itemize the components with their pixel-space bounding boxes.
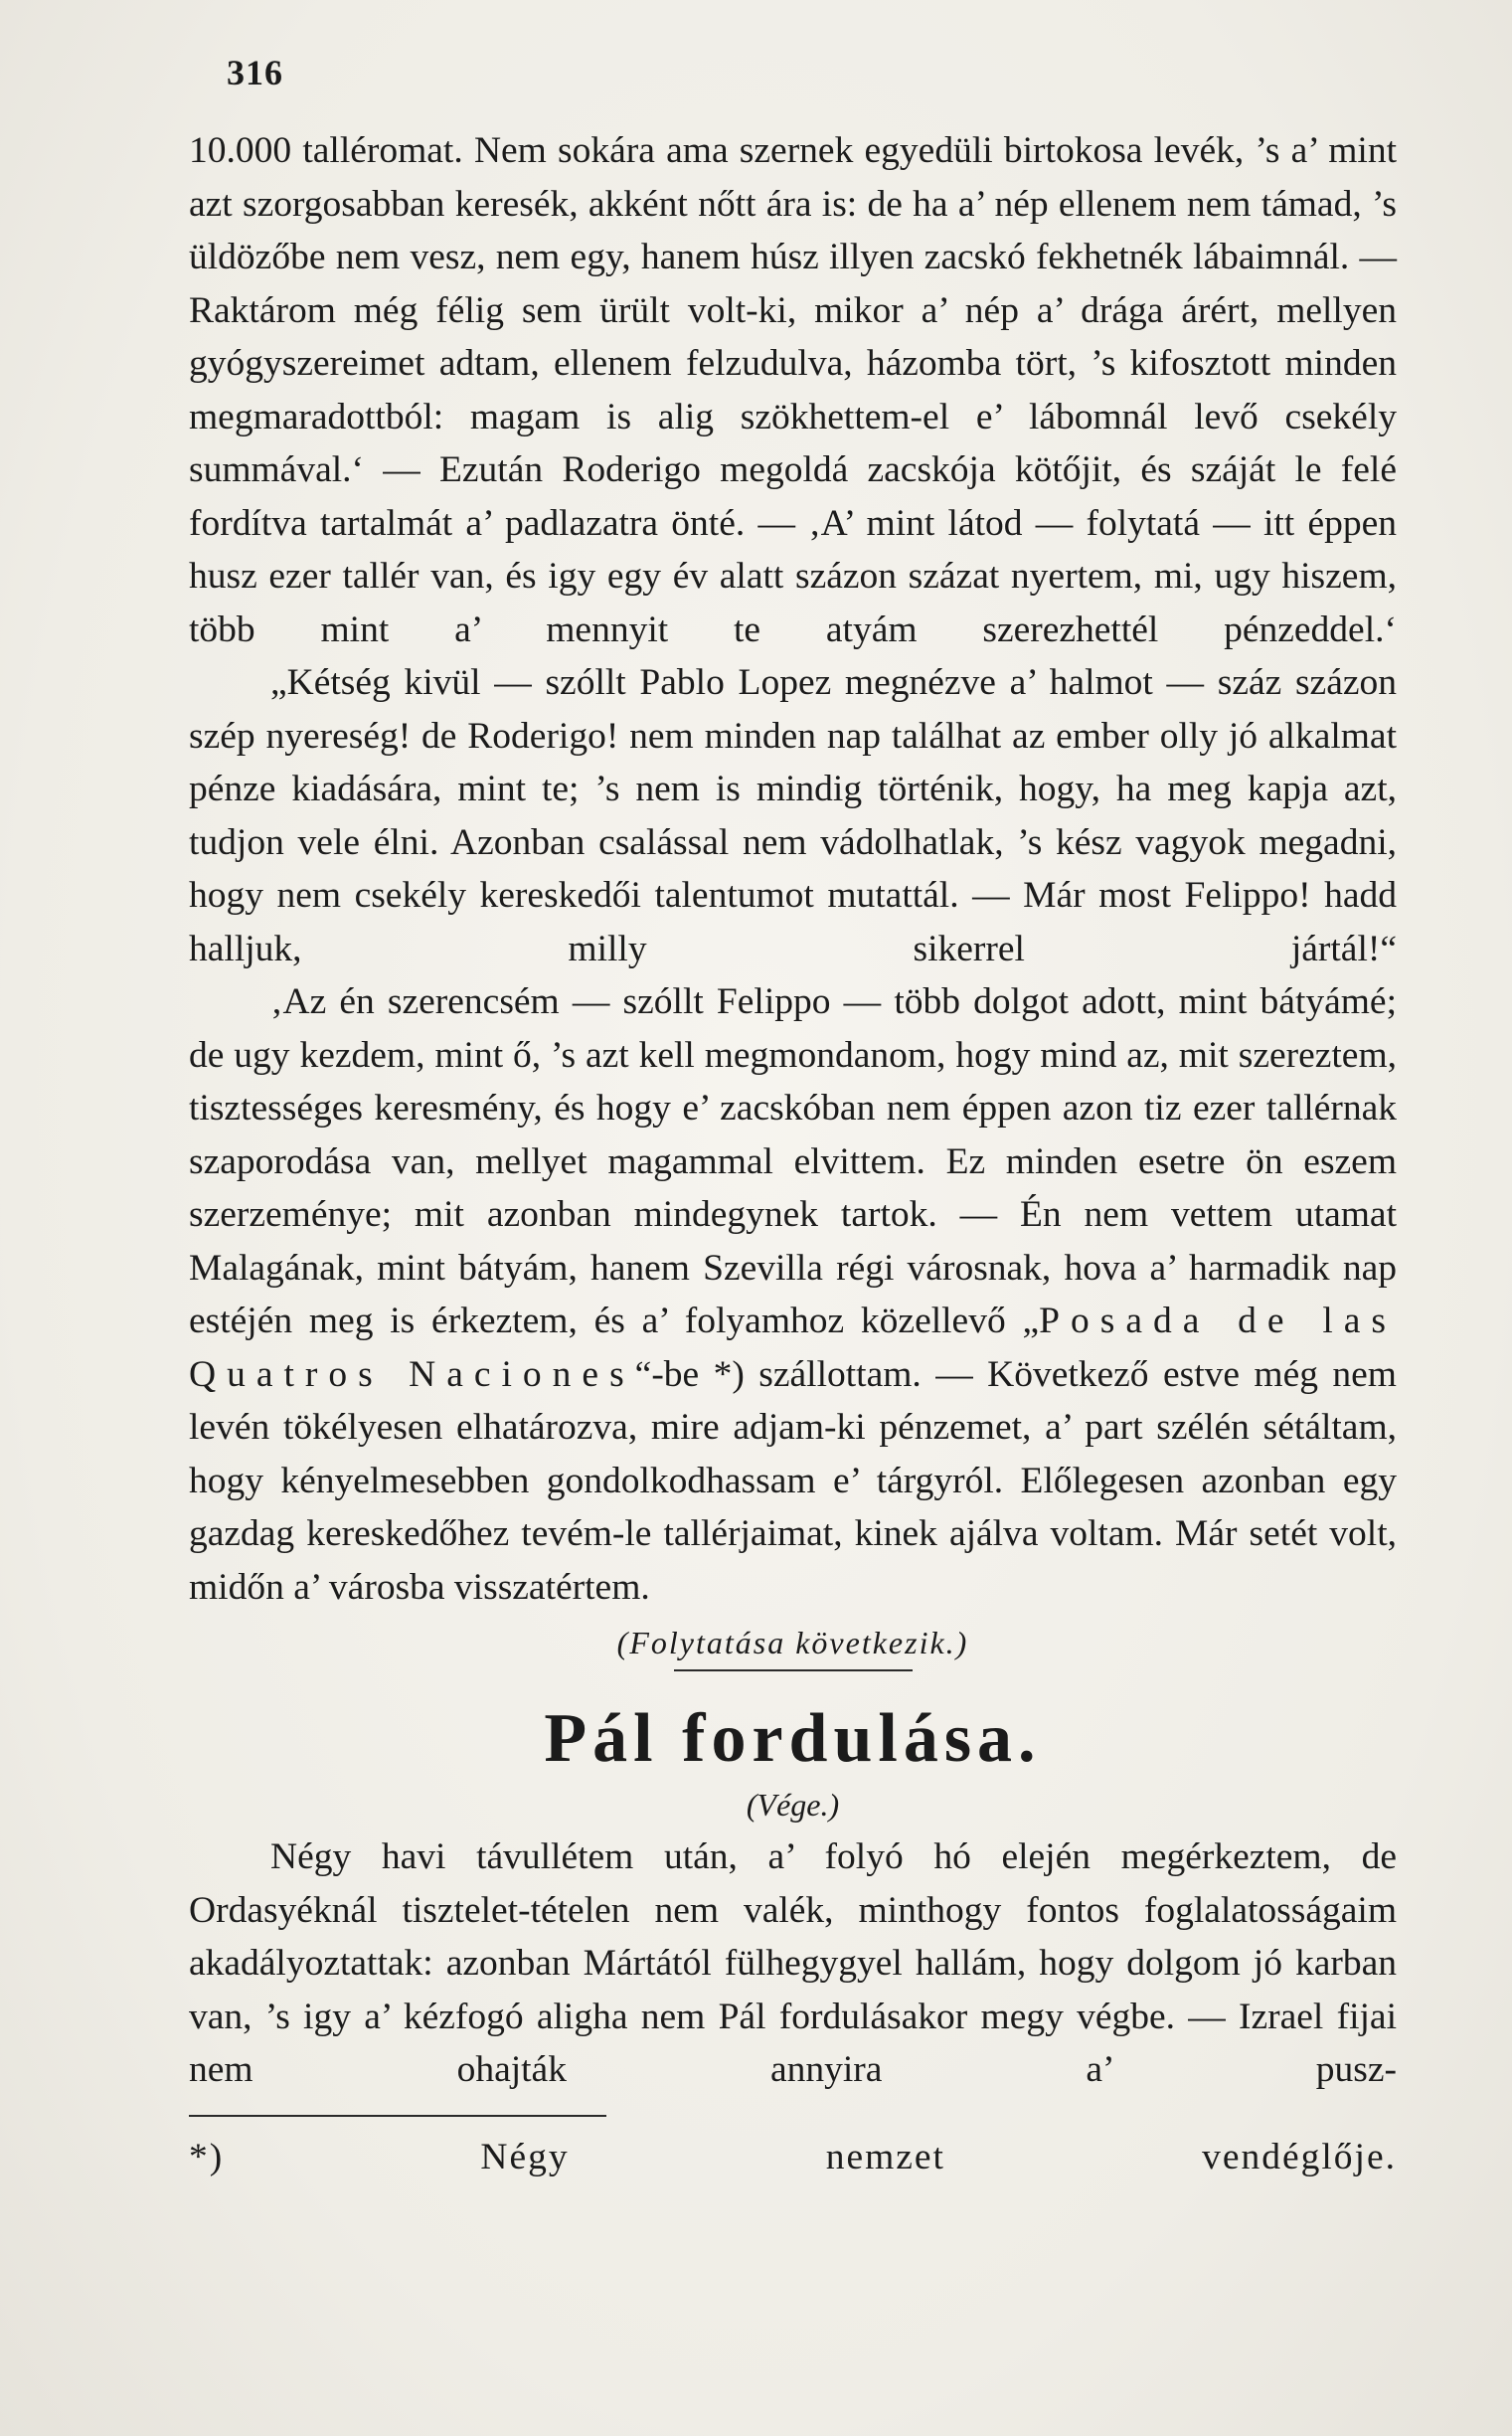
inn-name: Posada de las Quatros Naciones (189, 1301, 1397, 1395)
paragraph-3 (189, 975, 1397, 1614)
article-subtitle: (Vége.) (746, 1787, 840, 1823)
section-divider (674, 1669, 913, 1671)
footnote: *) Négy nemzet vendéglője. (189, 2136, 1397, 2177)
article-title: Pál fordulása. (544, 1700, 1042, 1777)
paragraph-2: „Kétség kivül — szóllt Pablo Lopez megnézve a’ halmot — száz százon szép nyereség! de Roderigo! nem minden nap találhat az ember olly jó alkalmat pénze kiadására, mint te; ’s nem is mindig történik, hogy, ha meg kapja azt, tudjon vele élni. Azonban csalással nem vádolhatlak, ’s kész vagyok megadni, hogy nem csekély kereskedői talentumot mutattál. — Már most Felippo! hadd halljuk, milly sikerrel jártál!“ (189, 662, 1397, 969)
page-number: 316 (227, 53, 283, 92)
continuation-note: (Folytatása következik.) (616, 1625, 969, 1660)
paragraph-3-part-a: ‚Az én szerencsém — szóllt Felippo — több dolgot adott, mint bátyámé; de ugy kezdem, mint ő, ’s azt kell megmondanom, hogy mind az, mit szereztem, tisztességes keresmény, és hogy e’ zacskóban nem éppen azon tiz ezer tallérnak szaporodása van, mellyet magammal elvittem. Ez minden esetre ön eszem szerzeménye; mit azonban mindegynek tartok. — Én nem vettem utamat Malagának, mint bátyám, hanem Szevilla régi városnak, hova a’ harmadik nap estéjén meg is érkeztem, és a’ folyamhoz közellevő „ (189, 981, 1397, 1341)
footnote-rule (189, 2115, 606, 2117)
paragraph-3-part-b: “-be *) szállottam. — Következő estve még nem levén tökélyesen elhatározva, mire adjam-ki pénzemet, a’ part szélén sétáltam, hogy kényelmesebben gondolkodhassam e’ tárgyról. Előlegesen azonban egy gazdag kereskedőhez tevém-le tallérjaimat, kinek ajálva voltam. Már setét volt, midőn a’ városba visszatértem. (189, 1353, 1397, 1608)
body-text (189, 124, 1397, 2183)
paragraph-4: Négy havi távullétem után, a’ folyó hó elején megérkeztem, de Ordasyéknál tisztelet-tételen nem valék, minthogy fontos foglalatosságaim akadályoztattak: azonban Mártától fülhegygyel hallám, hogy dolgom jó karban van, ’s igy a’ kézfogó aligha nem Pál fordulásakor megy végbe. — Izrael fijai nem ohajták annyira a’ pusz- (189, 1836, 1397, 2090)
paragraph-1: 10.000 talléromat. Nem sokára ama szernek egyedüli birtokosa levék, ’s a’ mint azt szorgosabban keresék, akként nőtt ára is: de ha a’ nép ellenem nem támad, ’s üldözőbe nem vesz, nem egy, hanem húsz illyen zacskó fekhetnék lábaimnál. — Raktárom még félig sem ürült volt-ki, mikor a’ nép a’ drága árért, mellyen gyógyszereimet adtam, ellenem felzudulva, házomba tört, ’s kifosztott minden megmaradottból: magam is alig szökhettem-el e’ lábomnál levő csekély summával.‘ — Ezután Roderigo megoldá zacskója kötőjit, és száját le felé fordítva tartalmát a’ padlazatra önté. — ‚A’ mint látod — folytatá — itt éppen husz ezer tallér van, és igy egy év alatt százon százat nyertem, mi, ugy hiszem, több mint a’ mennyit te atyám szerezhettél pénzeddel.‘ (189, 130, 1397, 650)
